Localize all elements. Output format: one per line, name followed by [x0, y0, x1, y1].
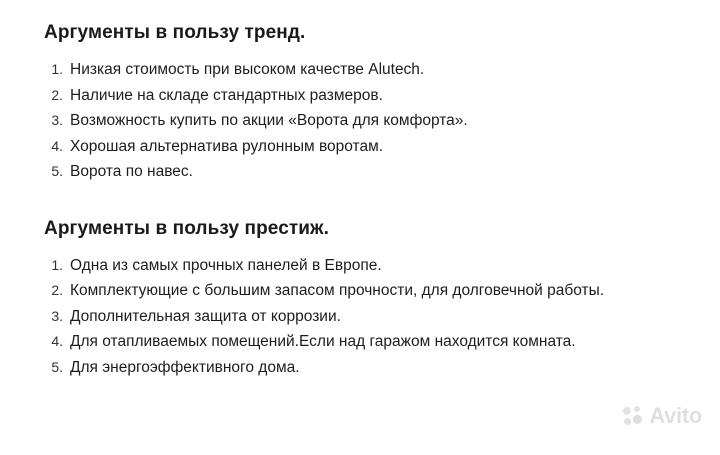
- list-item: [44, 139, 690, 155]
- list-marker: 5.: [51, 358, 63, 375]
- list-marker: 2.: [51, 86, 63, 103]
- list-item-text: Низкая стоимость при высоком качестве Alutech.: [70, 61, 425, 78]
- list-item: [44, 164, 690, 180]
- list-marker: 4.: [51, 137, 63, 154]
- list-item: [44, 88, 690, 104]
- list-item-text: Для отапливаемых помещений.Если над гаражом находится комната.: [70, 333, 576, 350]
- watermark-text: Avito: [649, 403, 702, 428]
- list-item-text: Хорошая альтернатива рулонным воротам.: [70, 137, 384, 155]
- list-item-text: Комплектующие с большим запасом прочности, для долговечной работы.: [70, 282, 605, 299]
- list-item: [44, 334, 690, 350]
- list-marker: 5.: [51, 163, 63, 179]
- list-item-text: Возможность купить по акции «Ворота для комфорта».: [70, 112, 468, 129]
- argument-list-trend: [44, 62, 690, 180]
- section-prestige: [44, 218, 690, 376]
- list-marker: 1.: [51, 61, 63, 77]
- avito-watermark: [623, 403, 702, 429]
- list-marker: 1.: [51, 256, 63, 273]
- list-item: [44, 113, 690, 129]
- list-item: [44, 62, 690, 78]
- list-item: [44, 309, 690, 325]
- avito-logo-icon: [623, 406, 644, 427]
- list-item-text: Для энергоэффективного дома.: [70, 358, 300, 376]
- list-item-text: Одна из самых прочных панелей в Европе.: [70, 256, 382, 274]
- list-marker: 3.: [51, 307, 63, 324]
- list-marker: 3.: [51, 112, 63, 128]
- list-marker: 2.: [51, 282, 63, 298]
- list-marker: 4.: [51, 333, 63, 349]
- argument-list-prestige: [44, 258, 690, 376]
- list-item: [44, 258, 690, 274]
- section-title: Аргументы в пользу тренд.: [44, 22, 306, 43]
- document-content: [44, 22, 690, 385]
- list-item-text: Дополнительная защита от коррозии.: [70, 307, 341, 325]
- list-item-text: Наличие на складе стандартных размеров.: [70, 86, 383, 104]
- list-item-text: Ворота по навес.: [70, 163, 193, 180]
- section-title: Аргументы в пользу престиж.: [44, 217, 330, 239]
- section-trend: [44, 22, 690, 180]
- list-item: [44, 283, 690, 299]
- list-item: [44, 360, 690, 376]
